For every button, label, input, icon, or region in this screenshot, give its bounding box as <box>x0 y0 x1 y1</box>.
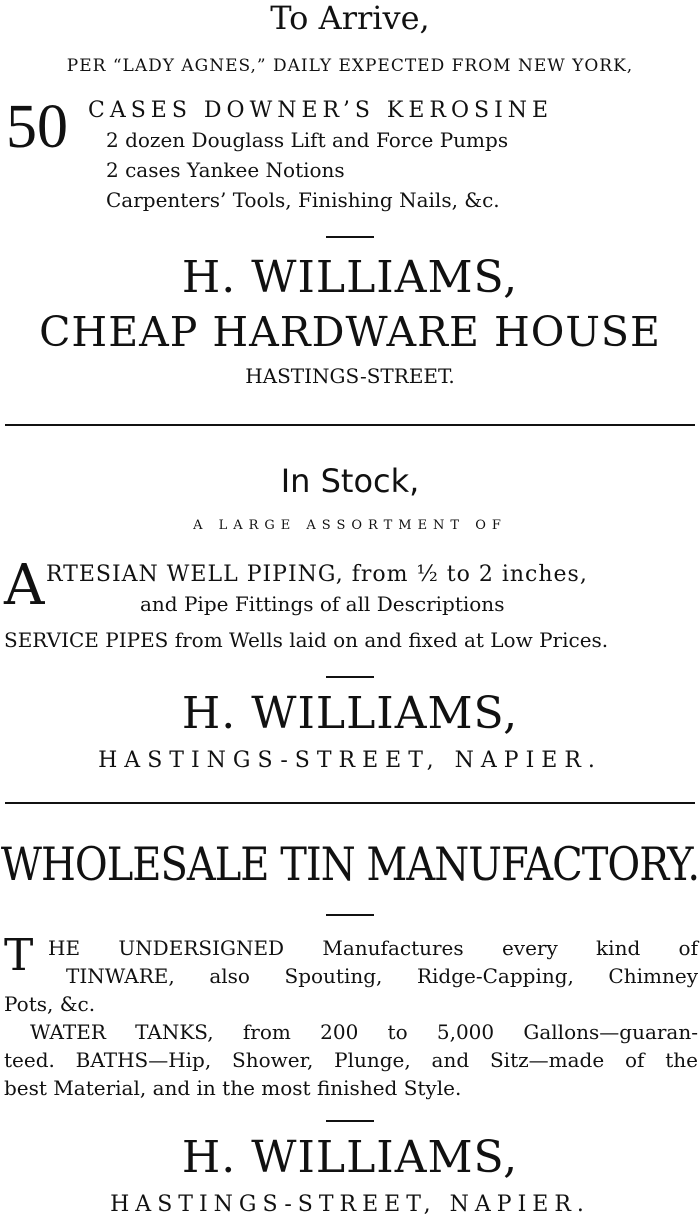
tin-para2-line2: teed. BATHS—Hip, Shower, Plunge, and Sitz—made of the <box>4 1048 698 1072</box>
merchant-name: H. WILLIAMS, <box>181 688 519 739</box>
arrive-per-line: PER “LADY AGNES,” DAILY EXPECTED FROM NEW YORK, <box>66 56 634 76</box>
tin-title: WHOLESALE TIN MANUFACTORY. <box>0 838 700 892</box>
street-address: HASTINGS-STREET, NAPIER. <box>98 748 602 773</box>
hardware-house-title: CHEAP HARDWARE HOUSE <box>39 308 661 356</box>
tin-para1-line2: TINWARE, also Spouting, Ridge-Capping, Chimney <box>66 964 698 988</box>
arrive-title: To Arrive, <box>270 0 430 37</box>
arrive-cases-head: CASES DOWNER’S KEROSINE <box>88 98 554 123</box>
arrive-quantity: 50 <box>6 93 68 161</box>
arrive-item: 2 cases Yankee Notions <box>106 158 345 182</box>
merchant-name: H. WILLIAMS, <box>181 1132 519 1183</box>
divider-short <box>0 914 700 916</box>
tin-para1-line3: Pots, &c. <box>4 992 96 1016</box>
arrive-item: 2 dozen Douglass Lift and Force Pumps <box>106 128 509 152</box>
stock-assortment: A LARGE ASSORTMENT OF <box>193 518 507 533</box>
stock-service-line: SERVICE PIPES from Wells laid on and fixed at Low Prices. <box>4 628 609 652</box>
tin-para2-line1: WATER TANKS, from 200 to 5,000 Gallons—guaran- <box>30 1020 698 1044</box>
divider-long <box>0 802 700 804</box>
stock-fittings-line: and Pipe Fittings of all Descriptions <box>140 592 505 616</box>
street-address: HASTINGS-STREET, NAPIER. <box>110 1192 590 1217</box>
tin-para2-line3: best Material, and in the most finished Style. <box>4 1076 462 1100</box>
merchant-name: H. WILLIAMS, <box>181 252 519 303</box>
tin-drop-letter: T <box>4 930 34 981</box>
stock-artesian-line: RTESIAN WELL PIPING, from ½ to 2 inches, <box>46 562 588 587</box>
divider-short <box>0 236 700 238</box>
divider-short <box>0 676 700 678</box>
divider-long <box>0 424 700 426</box>
divider-short <box>0 1120 700 1122</box>
arrive-item: Carpenters’ Tools, Finishing Nails, &c. <box>106 188 500 212</box>
tin-para1-line1: HE UNDERSIGNED Manufactures every kind of <box>48 936 698 960</box>
street-address: HASTINGS-STREET. <box>245 364 455 388</box>
stock-title: In Stock, <box>280 462 420 500</box>
stock-drop-letter: A <box>4 553 45 618</box>
